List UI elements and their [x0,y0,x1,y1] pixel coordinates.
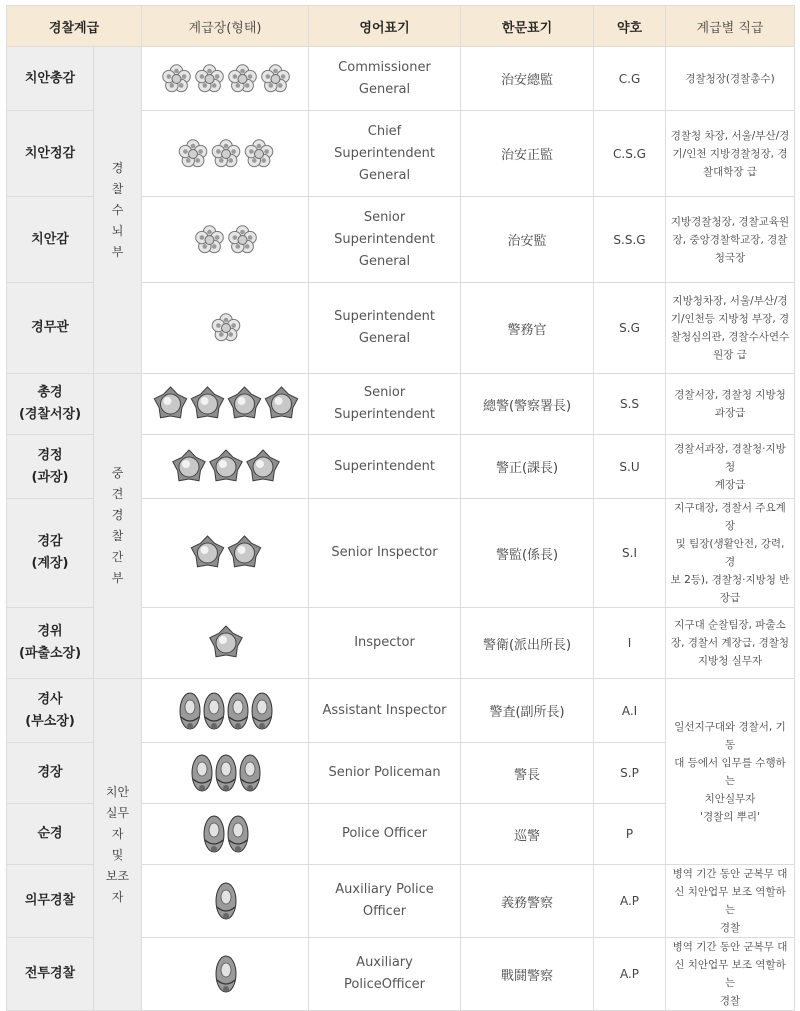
position-cell [666,197,795,283]
position-cell [666,865,795,938]
bud-insignia-icon [228,693,248,729]
position-line: 경찰청장(경찰총수) [685,72,775,85]
position-line: 경찰 [719,922,741,934]
header-hanja: 한문표기 [461,6,594,47]
english-title-cell [309,435,461,499]
mugunghwa-flower-icon [245,139,273,166]
position-line: 신 치안업무 보조 역할하는 [674,959,786,989]
abbreviation-cell: S.G [594,283,666,374]
abbreviation-cell: S.I [594,499,666,608]
rank-group-char: 견 [111,487,124,501]
rank-name-cell [7,47,94,111]
english-title: Auxiliary Police [335,882,434,897]
rank-name: (파출소장) [18,646,82,661]
english-title: Senior [363,209,406,225]
english-title-cell [309,374,461,435]
position-line: 지방청 실무자 [697,655,763,667]
abbreviation-cell: C.S.G [594,111,666,197]
bud-insignia-icon [204,816,224,852]
position-line: 치안실무자 [704,792,756,805]
bud-insignia-icon [192,755,212,791]
english-title: General [358,331,411,346]
rank-name: 치안감 [31,231,69,247]
rank-group-char: 경 [111,160,124,175]
rank-group-char: 자 [111,826,124,841]
badge-emblem-icon [228,536,260,567]
rank-group-char: 및 [111,847,124,862]
hanja-cell: 總警(警察署長) [461,374,594,435]
english-title: Officer [362,904,407,919]
english-title: Superintendent [334,407,435,422]
badge-emblem-icon [191,387,223,418]
position-line: 장, 경찰서 계장급, 경찰청 [670,637,790,649]
badge-emblem-icon [247,450,279,481]
rank-name: 총경 [37,385,63,400]
insignia-graphic [146,531,306,575]
position-cell [666,374,795,435]
rank-group-char: 부 [111,244,124,259]
abbreviation-cell: S.S.G [594,197,666,283]
english-title: General [358,253,411,269]
bud-insignia-icon [216,956,236,992]
hanja-cell: 警査(副所長) [461,679,594,743]
header-english: 영어표기 [309,6,461,47]
position-line: 지구대장, 경찰서 주요계장 [674,502,786,532]
rank-name-cell [7,743,94,804]
rank-name: (과장) [31,469,69,485]
rank-name-cell [7,435,94,499]
bud-insignia-icon [216,755,236,791]
header-abbr: 약호 [594,6,666,47]
rank-name: 경정 [37,447,63,463]
insignia-graphic [146,57,306,101]
rank-name-cell [7,865,94,938]
insignia-cell [142,679,309,743]
abbreviation-cell: A.P [594,865,666,938]
rank-name: 경무관 [31,320,69,335]
bud-insignia-icon [240,755,260,791]
position-line: 원장 급 [713,349,747,361]
hanja-cell: 治安監 [461,197,594,283]
english-title: Senior Policeman [328,765,441,780]
english-title: Police Officer [341,826,428,841]
bud-insignia-icon [216,883,236,919]
english-title: Commissioner [338,59,431,75]
position-line: 기/인천 지방경찰청장, 경 [672,147,788,160]
position-line: 경찰서장, 경찰청 지방청 [674,389,786,401]
hanja-cell: 警正(課長) [461,435,594,499]
rank-name-cell [7,679,94,743]
rank-name: 경위 [37,624,63,639]
hanja-cell: 義務警察 [461,865,594,938]
bud-insignia-icon [228,816,248,852]
position-line: 일선지구대와 경찰서, 기동 [674,720,786,751]
english-title-cell [309,743,461,804]
rank-name: (부소장) [25,713,75,729]
insignia-cell [142,743,309,804]
rank-name-cell [7,283,94,374]
position-line: 경찰청 차장, 서울/부산/경 [670,129,790,142]
insignia-cell [142,938,309,1011]
hanja-cell: 警衛(派出所長) [461,608,594,679]
insignia-graphic [146,132,306,176]
rank-group-char: 뇌 [111,223,124,238]
insignia-graphic [146,952,306,996]
badge-emblem-icon [154,387,186,418]
insignia-graphic [146,382,306,426]
rank-name-cell [7,938,94,1011]
english-title-cell [309,679,461,743]
rank-name: (계장) [31,556,69,571]
position-line: 및 팀장(생활안전, 강력, 경 [675,538,785,568]
insignia-cell [142,804,309,865]
table-row [7,374,795,435]
abbreviation-cell: A.P [594,938,666,1011]
rank-group-char: 중 [111,466,124,480]
bud-insignia-icon [252,693,272,729]
abbreviation-cell: I [594,608,666,679]
position-line: 대 등에서 임무를 수행하는 [674,756,786,787]
position-line: 병역 기간 동안 군복무 대 [672,868,788,880]
english-title-cell [309,111,461,197]
english-title: Senior [363,385,406,400]
rank-group-cell [94,374,142,679]
table-row [7,679,795,743]
rank-name-cell [7,499,94,608]
english-title: Superintendent [334,309,435,324]
hanja-cell: 戰鬪警察 [461,938,594,1011]
rank-name-cell [7,374,94,435]
insignia-graphic [146,689,306,733]
rank-group-char: 부 [111,571,124,585]
position-line: 지방경찰청장, 경찰교육원 [670,215,790,228]
hanja-cell: 治安正監 [461,111,594,197]
abbreviation-cell: S.S [594,374,666,435]
rank-group-char: 찰 [111,529,124,543]
position-line: 경찰 [719,995,741,1007]
header-position: 계급별 직급 [666,6,795,47]
mugunghwa-flower-icon [212,139,240,166]
rank-name-cell [7,197,94,283]
insignia-cell [142,283,309,374]
abbreviation-cell: P [594,804,666,865]
rank-group-char: 자 [111,889,124,904]
rank-name: 의무경찰 [24,893,76,908]
mugunghwa-flower-icon [179,139,207,166]
english-title-cell [309,865,461,938]
position-cell [666,435,795,499]
abbreviation-cell: S.U [594,435,666,499]
rank-name: 치안총감 [24,70,76,86]
rank-name: 경사 [37,691,63,707]
abbreviation-cell: A.I [594,679,666,743]
insignia-cell [142,865,309,938]
rank-table [6,5,795,1011]
badge-emblem-icon [228,387,260,418]
english-title: Chief [367,123,402,139]
english-title-cell [309,804,461,865]
badge-emblem-icon [265,387,297,418]
position-line: '경찰의 뿌리' [700,810,760,823]
mugunghwa-flower-icon [196,225,224,252]
insignia-graphic [146,621,306,665]
position-cell [666,608,795,679]
hanja-cell: 治安總監 [461,47,594,111]
rank-group-char: 간 [111,550,124,564]
english-title: Inspector [354,635,415,650]
abbreviation-cell: S.P [594,743,666,804]
position-cell [666,111,795,197]
position-line: 계장급 [714,478,746,491]
insignia-cell [142,435,309,499]
position-cell [666,47,795,111]
insignia-graphic [146,812,306,856]
english-title: General [358,81,411,97]
header-insignia: 계급장(형태) [142,6,309,47]
rank-group-char: 보조 [105,868,130,883]
insignia-cell [142,197,309,283]
position-line: 과장급 [714,407,746,419]
position-line: 지방청차장, 서울/부산/경 [672,295,788,307]
table-row [7,47,795,111]
mugunghwa-flower-icon [262,64,290,91]
badge-emblem-icon [210,626,242,657]
position-cell [666,499,795,608]
position-line: 기/인천등 지방청 부장, 경 [670,313,790,325]
mugunghwa-flower-icon [212,314,240,341]
position-line: 병역 기간 동안 군복무 대 [672,941,788,953]
position-cell [666,938,795,1011]
english-title: Superintendent [334,231,435,247]
insignia-graphic [146,445,306,489]
hanja-cell: 警長 [461,743,594,804]
insignia-graphic [146,751,306,795]
rank-group-cell [94,679,142,1011]
header-rank: 경찰계급 [7,6,142,47]
english-title-cell [309,938,461,1011]
rank-name: 전투경찰 [24,966,76,981]
position-line: 장급 [719,592,741,604]
abbreviation-cell: C.G [594,47,666,111]
english-title-cell [309,47,461,111]
rank-name: 치안정감 [24,145,76,161]
english-title: Assistant Inspector [322,702,447,718]
hanja-cell: 警務官 [461,283,594,374]
bud-insignia-icon [180,693,200,729]
position-line: 경찰서과장, 경찰청·지방청 [674,442,786,473]
english-title: Auxiliary [356,955,413,970]
insignia-graphic [146,879,306,923]
insignia-graphic [146,218,306,262]
bud-insignia-icon [204,693,224,729]
english-title: Senior Inspector [331,545,438,560]
english-title-cell [309,499,461,608]
insignia-cell [142,608,309,679]
position-line: 지구대 순찰팀장, 파출소 [674,619,786,631]
insignia-cell [142,111,309,197]
insignia-graphic [146,306,306,350]
badge-emblem-icon [210,450,242,481]
header-row [7,6,795,47]
position-line: 청국장 [714,251,746,264]
mugunghwa-flower-icon [229,225,257,252]
english-title-cell [309,608,461,679]
english-title: Superintendent [334,458,435,474]
english-title: Superintendent [334,145,435,161]
english-title-cell [309,283,461,374]
rank-name: (경찰서장) [18,407,82,422]
rank-name-cell [7,804,94,865]
badge-emblem-icon [191,536,223,567]
position-line: 보 2등), 경찰청·지방청 반 [670,574,790,586]
position-cell [666,679,795,865]
mugunghwa-flower-icon [229,64,257,91]
rank-group-char: 경 [111,508,124,522]
insignia-cell [142,374,309,435]
position-line: 장, 중앙경찰학교장, 경찰 [672,233,788,246]
english-title-cell [309,197,461,283]
rank-group-char: 실무 [105,805,130,820]
rank-name: 경감 [37,534,63,549]
rank-group-char: 수 [111,202,124,217]
position-line: 찰대학장 급 [702,165,758,178]
mugunghwa-flower-icon [196,64,224,91]
insignia-cell [142,47,309,111]
rank-group-char: 찰 [111,181,124,196]
rank-name-cell [7,111,94,197]
rank-name-cell [7,608,94,679]
position-cell [666,283,795,374]
rank-group-char: 치안 [105,784,130,799]
insignia-cell [142,499,309,608]
badge-emblem-icon [173,450,205,481]
english-title: PoliceOfficer [344,977,426,992]
rank-name: 경장 [37,765,63,780]
english-title: General [358,167,411,183]
hanja-cell: 警監(係長) [461,499,594,608]
mugunghwa-flower-icon [163,64,191,91]
position-line: 신 치안업무 보조 역할하는 [674,886,786,916]
position-line: 찰청심의관, 경찰수사연수 [670,331,790,343]
rank-name: 순경 [37,826,63,841]
hanja-cell: 巡警 [461,804,594,865]
rank-group-cell [94,47,142,374]
